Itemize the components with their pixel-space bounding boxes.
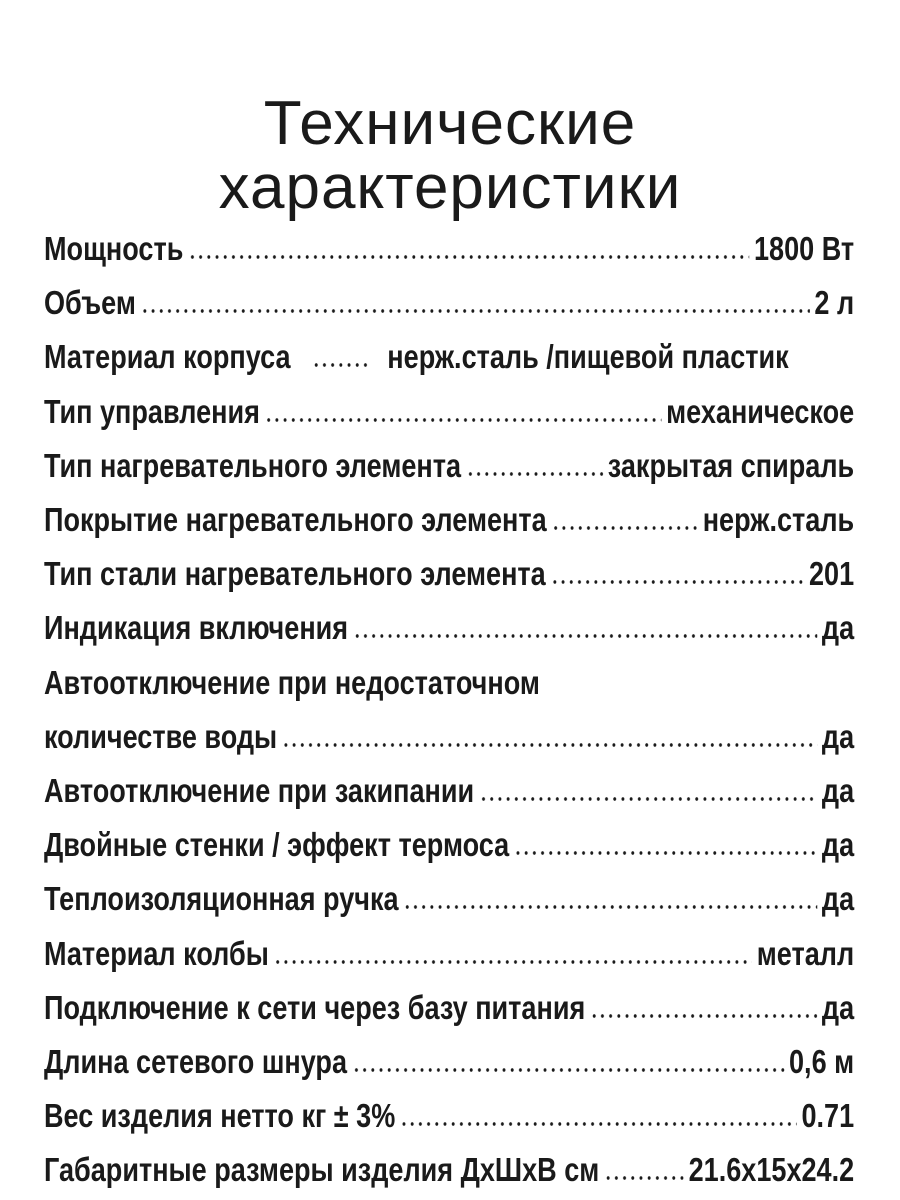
spec-value: да bbox=[821, 771, 855, 809]
dot-leader bbox=[274, 955, 752, 969]
dot-leader bbox=[188, 250, 749, 264]
dot-leader bbox=[265, 413, 661, 427]
spec-label: Мощность bbox=[44, 230, 184, 268]
spec-value: механическое bbox=[666, 392, 855, 430]
spec-row-power-base bbox=[44, 981, 854, 1035]
dot-leader-empty bbox=[545, 684, 849, 698]
spec-value: да bbox=[821, 880, 855, 918]
spec-row-control-type bbox=[44, 385, 854, 439]
spec-row-insulated-handle bbox=[44, 872, 854, 926]
dot-leader bbox=[282, 738, 817, 752]
spec-value: 201 bbox=[809, 555, 855, 593]
spec-list bbox=[44, 222, 854, 1197]
spec-label: Покрытие нагревательного элемента bbox=[44, 501, 547, 539]
spec-label: Материал корпуса bbox=[44, 338, 291, 376]
spec-row-heating-element-coating bbox=[44, 493, 854, 547]
spec-label: Тип нагревательного элемента bbox=[44, 446, 462, 484]
spec-label: Теплоизоляционная ручка bbox=[44, 880, 399, 918]
dot-leader bbox=[590, 1009, 817, 1023]
spec-row-heating-element-type bbox=[44, 439, 854, 493]
dot-leader bbox=[466, 467, 603, 481]
spec-value: да bbox=[821, 826, 855, 864]
spec-value: металл bbox=[756, 934, 855, 972]
spec-label: количестве воды bbox=[44, 717, 278, 755]
page-title bbox=[0, 88, 900, 222]
dot-leader bbox=[312, 358, 369, 372]
spec-value: нерж.сталь /пищевой пластик bbox=[387, 338, 789, 376]
dot-leader bbox=[403, 900, 817, 914]
spec-label: Автоотключение при закипании bbox=[44, 771, 475, 809]
spec-value: да bbox=[821, 717, 855, 755]
dot-leader bbox=[479, 792, 817, 806]
spec-label: Вес изделия нетто кг ± 3% bbox=[44, 1097, 396, 1135]
spec-label: Материал колбы bbox=[44, 934, 269, 972]
spec-value: 0.71 bbox=[801, 1097, 855, 1135]
dot-leader bbox=[353, 629, 817, 643]
spec-row-heating-element-steel bbox=[44, 547, 854, 601]
spec-row-volume bbox=[44, 276, 854, 330]
spec-value: 0,6 м bbox=[788, 1042, 855, 1080]
spec-label: Объем bbox=[44, 284, 136, 322]
spec-row-net-weight bbox=[44, 1089, 854, 1143]
spec-row-flask-material bbox=[44, 926, 854, 980]
spec-label: Индикация включения bbox=[44, 609, 349, 647]
spec-row-dimensions bbox=[44, 1143, 854, 1197]
spec-label: Тип управления bbox=[44, 392, 260, 430]
dot-leader bbox=[400, 1117, 796, 1131]
spec-row-low-water-shutoff-line-2 bbox=[44, 710, 854, 764]
spec-label: Двойные стенки / эффект термоса bbox=[44, 826, 510, 864]
spec-row-power bbox=[44, 222, 854, 276]
spec-row-double-walls bbox=[44, 818, 854, 872]
spec-value: 2 л bbox=[814, 284, 855, 322]
spec-row-body-material bbox=[44, 330, 854, 384]
spec-value: да bbox=[821, 609, 855, 647]
spec-value: 21.6х15х24.2 bbox=[688, 1151, 855, 1189]
spec-label: Длина сетевого шнура bbox=[44, 1042, 348, 1080]
spec-row-low-water-shutoff-line-1 bbox=[44, 656, 854, 710]
dot-leader bbox=[551, 575, 804, 589]
spec-row-boil-shutoff bbox=[44, 764, 854, 818]
dot-leader bbox=[552, 521, 698, 535]
spec-label: Автоотключение при недостаточном bbox=[44, 663, 540, 701]
dot-leader bbox=[514, 846, 817, 860]
spec-row-cord-length bbox=[44, 1035, 854, 1089]
spec-label: Подключение к сети через базу питания bbox=[44, 988, 586, 1026]
title-line-1: Технические bbox=[263, 88, 637, 158]
spec-row-power-indicator bbox=[44, 601, 854, 655]
spec-label: Габаритные размеры изделия ДхШхВ см bbox=[44, 1151, 600, 1189]
spec-value: нерж.сталь bbox=[702, 501, 855, 539]
dot-leader bbox=[352, 1063, 784, 1077]
spec-value: 1800 Вт bbox=[754, 230, 855, 268]
spec-value: да bbox=[821, 988, 855, 1026]
spec-label: Тип стали нагревательного элемента bbox=[44, 555, 546, 593]
title-line-2: характеристики bbox=[218, 152, 682, 222]
dot-leader bbox=[604, 1171, 683, 1185]
dot-leader bbox=[141, 304, 810, 318]
spec-value: закрытая спираль bbox=[607, 446, 855, 484]
